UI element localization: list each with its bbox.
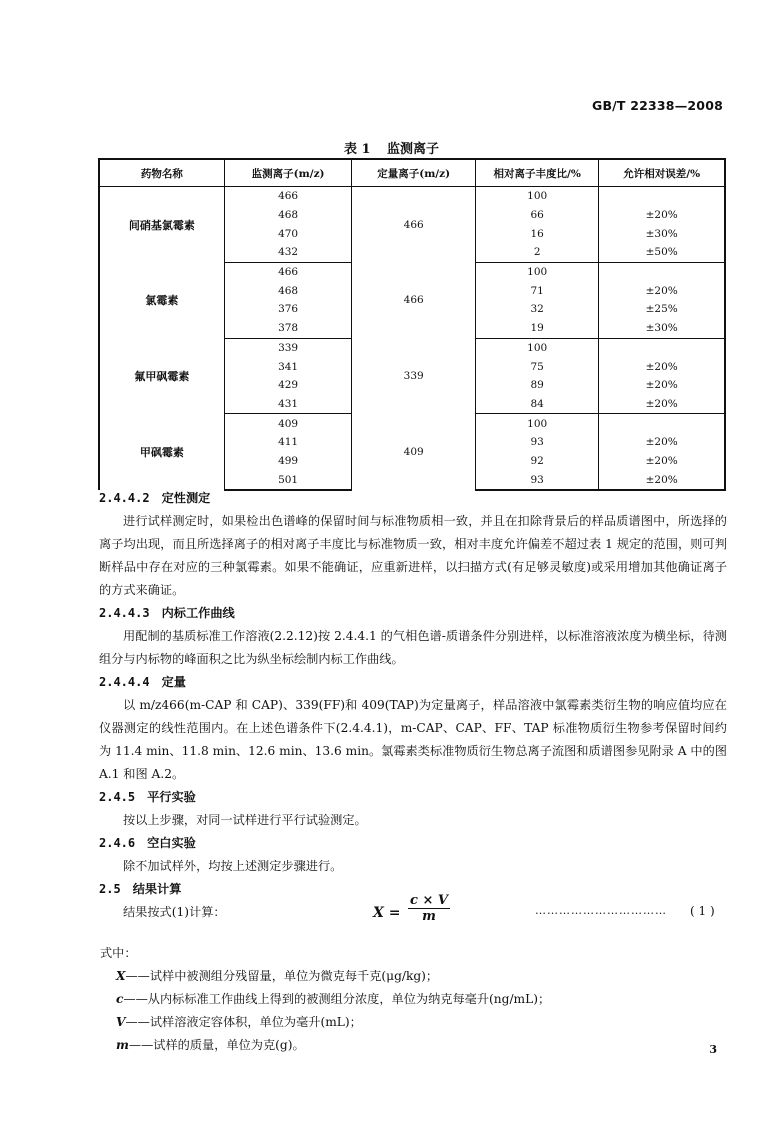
where-intro: 式中： — [100, 946, 137, 960]
table-title-prefix: 表 1 — [343, 142, 371, 157]
section-text-2-4-6: 除不加试样外，均按上述测定步骤进行。 — [123, 859, 343, 873]
formula-leader-dots: …………………………… — [535, 904, 667, 917]
tolerance-cell: ±25% — [599, 300, 725, 319]
section-text-2-4-4-3: 用配制的基质标准工作溶液(2.2.12)按 2.4.4.1 的气相色谱-质谱条件分别进样，以标准溶液浓度为横坐标，待测组分与内标物的峰面积之比为纵坐标绘制内标工作曲线。 — [99, 629, 727, 666]
col-header-drug: 药物名称 — [99, 159, 224, 187]
table-body — [99, 187, 725, 491]
tolerance-cell — [599, 338, 725, 357]
table-row — [99, 414, 725, 433]
monitor-ion-cell: 411 — [224, 433, 352, 452]
ratio-cell: 16 — [475, 224, 598, 243]
tolerance-cell: ±50% — [599, 243, 725, 262]
tolerance-cell: ±20% — [599, 376, 725, 395]
page-number: 3 — [709, 1043, 717, 1056]
col-header-monitor-ion: 监测离子(m/z) — [224, 159, 352, 187]
col-header-tolerance: 允许相对误差/% — [599, 159, 725, 187]
tolerance-cell: ±20% — [599, 452, 725, 471]
monitor-ion-cell: 501 — [224, 470, 352, 490]
ratio-cell: 66 — [475, 206, 598, 225]
tolerance-cell: ±20% — [599, 470, 725, 490]
col-header-ratio: 相对离子丰度比/% — [475, 159, 598, 187]
tolerance-cell — [599, 414, 725, 433]
ratio-cell: 32 — [475, 300, 598, 319]
table-header-row — [99, 159, 725, 187]
section-heading-2-4-4-3: 2.4.4.3 内标工作曲线 — [99, 606, 235, 620]
ratio-cell: 2 — [475, 243, 598, 262]
monitor-ion-cell: 468 — [224, 281, 352, 300]
monitor-ion-cell: 429 — [224, 376, 352, 395]
drug-name-cell: 氯霉素 — [99, 262, 224, 338]
monitor-ion-cell: 341 — [224, 357, 352, 376]
where-item: c——从内标标准工作曲线上得到的被测组分浓度，单位为纳克每毫升(ng/mL)； — [116, 992, 551, 1006]
table-title — [0, 138, 783, 157]
tolerance-cell — [599, 187, 725, 206]
table-row — [99, 187, 725, 206]
col-header-quant-ion: 定量离子(m/z) — [352, 159, 476, 187]
monitor-ion-cell: 468 — [224, 206, 352, 225]
drug-name-cell: 氟甲砜霉素 — [99, 338, 224, 414]
ratio-cell: 71 — [475, 281, 598, 300]
monitor-ion-cell: 376 — [224, 300, 352, 319]
table-row — [99, 338, 725, 357]
where-item: X——试样中被测组分残留量，单位为微克每千克(μg/kg)； — [116, 969, 439, 983]
section-heading-2-4-4-4: 2.4.4.4 定量 — [99, 675, 186, 689]
ratio-cell: 100 — [475, 187, 598, 206]
ratio-cell: 89 — [475, 376, 598, 395]
ratio-cell: 100 — [475, 414, 598, 433]
section-text-2-4-4-2: 进行试样测定时，如果检出色谱峰的保留时间与标准物质相一致，并且在扣除背景后的样品质谱图中，所选择的离子均出现，而且所选择离子的相对离子丰度比与标准物质一致，相对丰度允许偏差不超过表 1 规定的范围，则可判断样品中存在对应的三种氯霉素。如果不能确证，应重新进样，以扫描方式(有足够灵敏度)或采用增加其他确证离子的方式来确证。 — [99, 514, 727, 597]
where-item: m——试样的质量，单位为克(g)。 — [116, 1038, 305, 1052]
section-heading-2-4-4-2: 2.4.4.2 定性测定 — [99, 491, 211, 505]
tolerance-cell: ±20% — [599, 281, 725, 300]
ratio-cell: 19 — [475, 319, 598, 338]
section-heading-2-5: 2.5 结果计算 — [99, 882, 182, 896]
monitor-ion-cell: 499 — [224, 452, 352, 471]
section-text-2-5: 结果按式(1)计算： — [123, 905, 226, 919]
ratio-cell: 84 — [475, 395, 598, 414]
section-text-2-4-5: 按以上步骤，对同一试样进行平行试验测定。 — [123, 813, 367, 827]
body-text — [99, 487, 727, 924]
table-row — [99, 262, 725, 281]
ratio-cell: 100 — [475, 338, 598, 357]
monitor-ion-cell: 378 — [224, 319, 352, 338]
table-title-text: 监测离子 — [387, 142, 440, 157]
ratio-cell: 75 — [475, 357, 598, 376]
tolerance-cell: ±20% — [599, 357, 725, 376]
drug-name-cell: 甲砜霉素 — [99, 414, 224, 490]
tolerance-cell: ±20% — [599, 206, 725, 225]
formula-1 — [0, 893, 783, 933]
monitor-ion-cell: 466 — [224, 187, 352, 206]
formula-number: ( 1 ) — [690, 904, 715, 918]
section-text-2-4-4-4: 以 m/z466(m-CAP 和 CAP)、339(FF)和 409(TAP)为定量离子，样品溶液中氯霉素类衍生物的响应值均应在仪器测定的线性范围内。在上述色谱条件下(2.4.4.1)，m-CAP、CAP、FF、TAP 标准物质衍生物参考保留时间约为 11.4 min、11.8 min、12.6 min、13.6 min。氯霉素类标准物质衍生物总离子流图和质谱图参见附录 A 中的图 A.1 和图 A.2。 — [99, 698, 727, 781]
standard-code: GB/T 22338—2008 — [591, 98, 723, 113]
section-heading-2-4-5: 2.4.5 平行实验 — [99, 790, 196, 804]
monitoring-ions-table — [98, 158, 726, 491]
tolerance-cell: ±30% — [599, 319, 725, 338]
tolerance-cell: ±30% — [599, 224, 725, 243]
quant-ion-cell: 339 — [352, 338, 476, 414]
monitor-ion-cell: 431 — [224, 395, 352, 414]
ratio-cell: 93 — [475, 470, 598, 490]
where-block — [100, 942, 551, 1057]
where-item: V——试样溶液定容体积，单位为毫升(mL)； — [116, 1015, 362, 1029]
formula-lhs: X = — [373, 905, 401, 921]
quant-ion-cell: 466 — [352, 187, 476, 263]
ratio-cell: 93 — [475, 433, 598, 452]
quant-ion-cell: 409 — [352, 414, 476, 490]
monitor-ion-cell: 470 — [224, 224, 352, 243]
tolerance-cell: ±20% — [599, 433, 725, 452]
formula-numerator: c × V — [410, 893, 448, 908]
tolerance-cell — [599, 262, 725, 281]
tolerance-cell: ±20% — [599, 395, 725, 414]
section-heading-2-4-6: 2.4.6 空白实验 — [99, 836, 196, 850]
quant-ion-cell: 466 — [352, 262, 476, 338]
drug-name-cell: 间硝基氯霉素 — [99, 187, 224, 263]
monitor-ion-cell: 432 — [224, 243, 352, 262]
formula-denominator: m — [422, 909, 436, 924]
formula-fraction — [408, 893, 450, 924]
ratio-cell: 100 — [475, 262, 598, 281]
monitor-ion-cell: 466 — [224, 262, 352, 281]
monitor-ion-cell: 339 — [224, 338, 352, 357]
ratio-cell: 92 — [475, 452, 598, 471]
monitor-ion-cell: 409 — [224, 414, 352, 433]
